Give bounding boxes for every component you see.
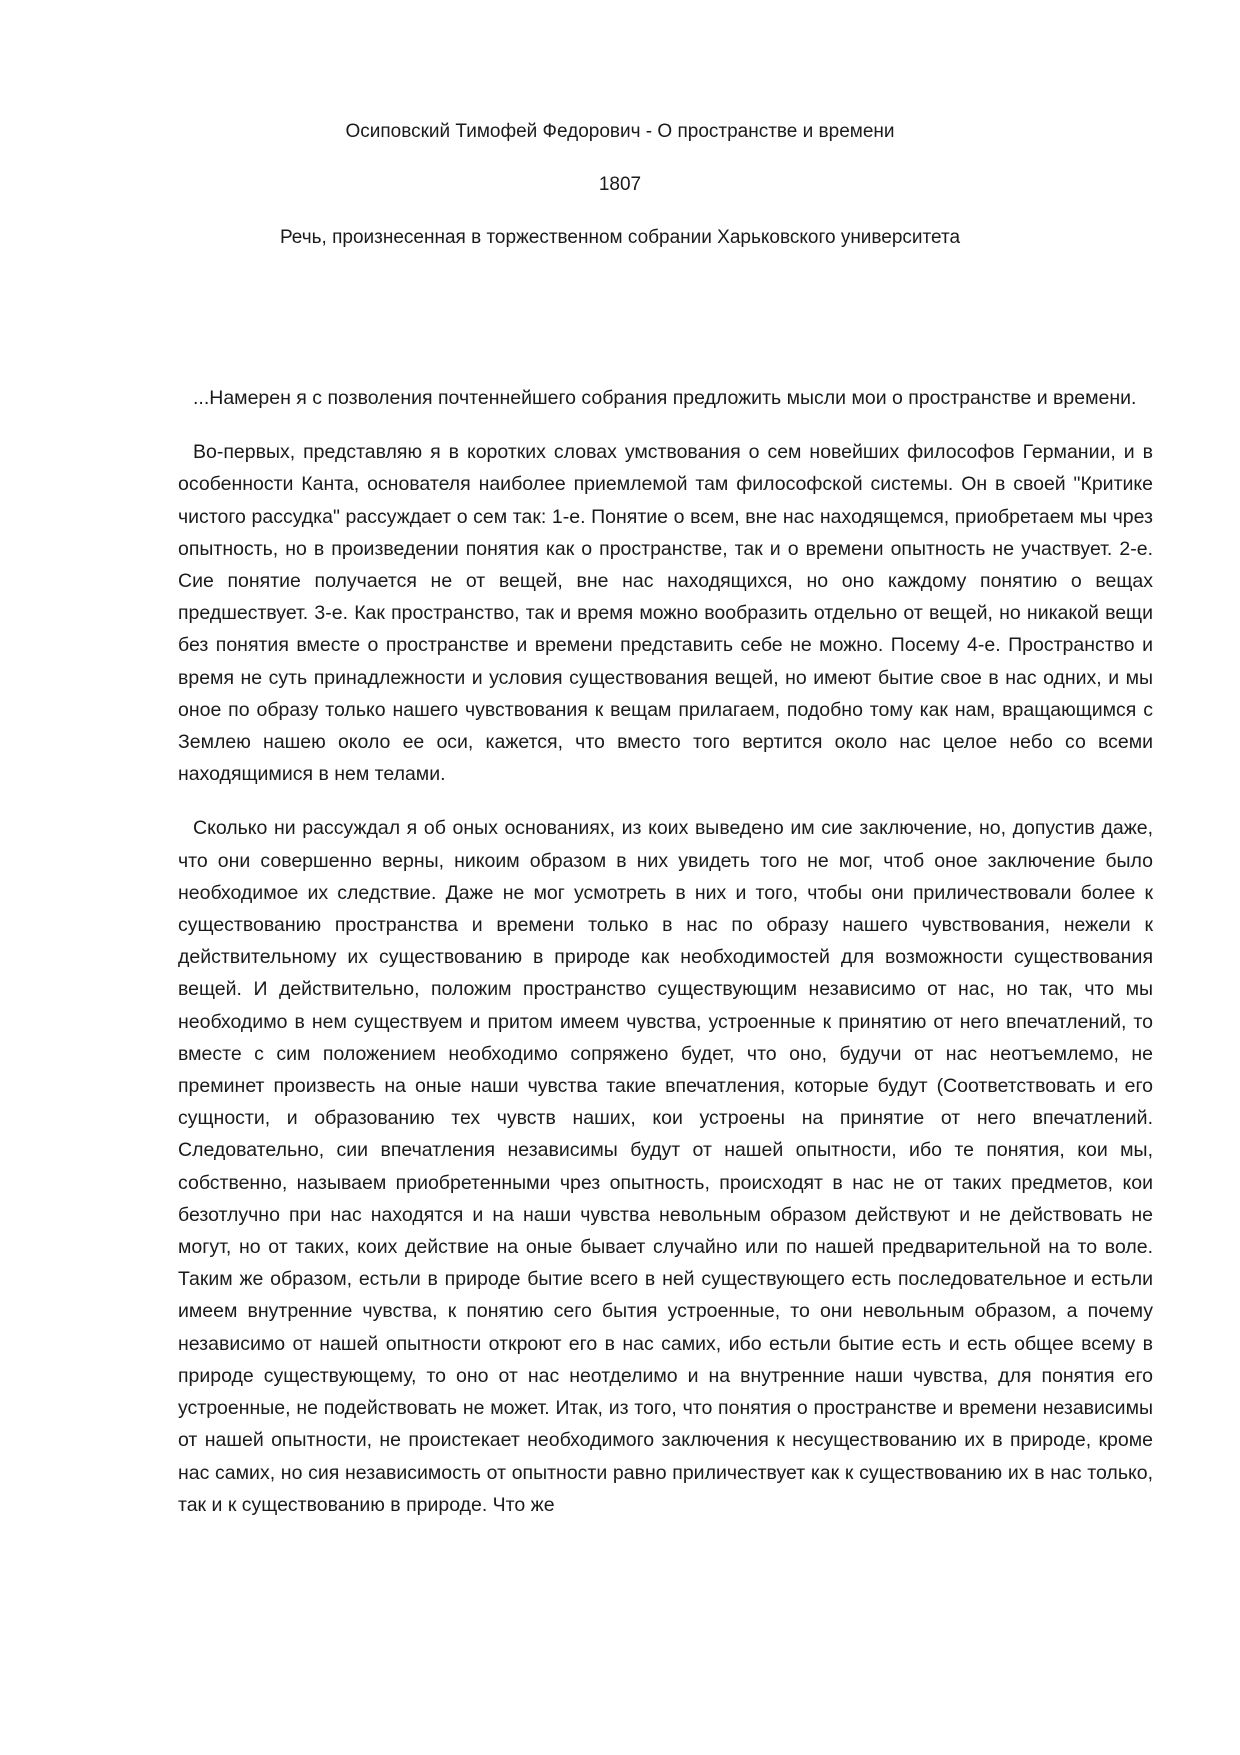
paragraph-2: Во-первых, представляю я в коротких словах умствования о сем новейших философов Германии, и в особенности Канта, основателя наиболее приемлемой там философской системы. Он в своей "Критике чистого рассудка" рассуждает о сем так: 1-е. Понятие о всем, вне нас находящемся, приобретаем мы чрез опытность, но в произведении понятия как о пространстве, так и о времени опытность не участвует. 2-е. Сие понятие получается не от вещей, вне нас находящихся, но оно каждому понятию о вещах предшествует. 3-е. Как пространство, так и время можно вообразить отдельно от вещей, но никакой вещи без понятия вместе о пространстве и времени представить себе не можно. Посему 4-е. Пространство и время не суть принадлежности и условия существования вещей, но имеют бытие свое в нас одних, и мы оное по образу только нашего чувствования к вещам прилагаем, подобно тому как нам, вращающимся с Землею нашею около ее оси, кажется, что вместо того вертится около нас целое небо со всеми находящимися в нем телами. <box>178 441 1153 786</box>
paragraph-3: Сколько ни рассуждал я об оных основаниях, из коих выведено им сие заключение, но, допустив даже, что они совершенно верны, никоим образом в них увидеть того не мог, чтоб оное заключение было необходимое их следствие. Даже не мог усмотреть в них и того, чтобы они приличествовали более к существованию пространства и времени только в нас по образу нашего чувствования, нежели к действительному их существованию в природе как необходимостей для возможности существования вещей. И действительно, положим пространство существующим независимо от нас, но так, что мы необходимо в нем существуем и притом имеем чувства, устроенные к принятию от него впечатлений, то вместе с сим положением необходимо сопряжено будет, что оно, будучи от нас неотъемлемо, не преминет произвесть на оные наши чувства такие впечатления, которые будут (Соответствовать и его сущности, и образованию тех чувств наших, кои устроены на принятие от него впечатлений. Следовательно, сии впечатления независимы будут от нашей опытности, ибо те понятия, кои мы, собственно, называем приобретенными чрез опытность, происходят в нас не от таких предметов, кои безотлучно при нас находятся и на наши чувства невольным образом действуют и не действовать не могут, но от таких, коих действие на оные бывает случайно или по нашей предварительной на то воле. Таким же образом, естьли в природе бытие всего в ней существующего есть последовательное и естьли имеем внутренние чувства, к понятию сего бытия устроенные, то они невольным образом, а почему независимо от нашей опытности откроют его в нас самих, ибо естьли бытие есть и есть общее всему в природе существующему, то оно от нас неотделимо и на внутренние наши чувства, для понятия его устроенные, не подействовать не может. Итак, из того, что понятия о пространстве и времени независимы от нашей опытности, не проистекает необходимого заключения к несуществованию их в природе, кроме нас самих, но сия независимость от опытности равно приличествует как к существованию их в нас только, так и к существованию в природе. Что же <box>178 817 1153 1516</box>
document-year: 1807 <box>598 174 642 195</box>
document-subtitle: Речь, произнесенная в торжественном собрании Харьковского университета <box>279 227 961 248</box>
paragraph-1: ...Намерен я с позволения почтеннейшего собрания предложить мысли мои о пространстве и времени. <box>193 387 1137 409</box>
document-body <box>178 382 1153 1543</box>
document-title: Осиповский Тимофей Федорович - О пространстве и времени <box>345 121 895 142</box>
